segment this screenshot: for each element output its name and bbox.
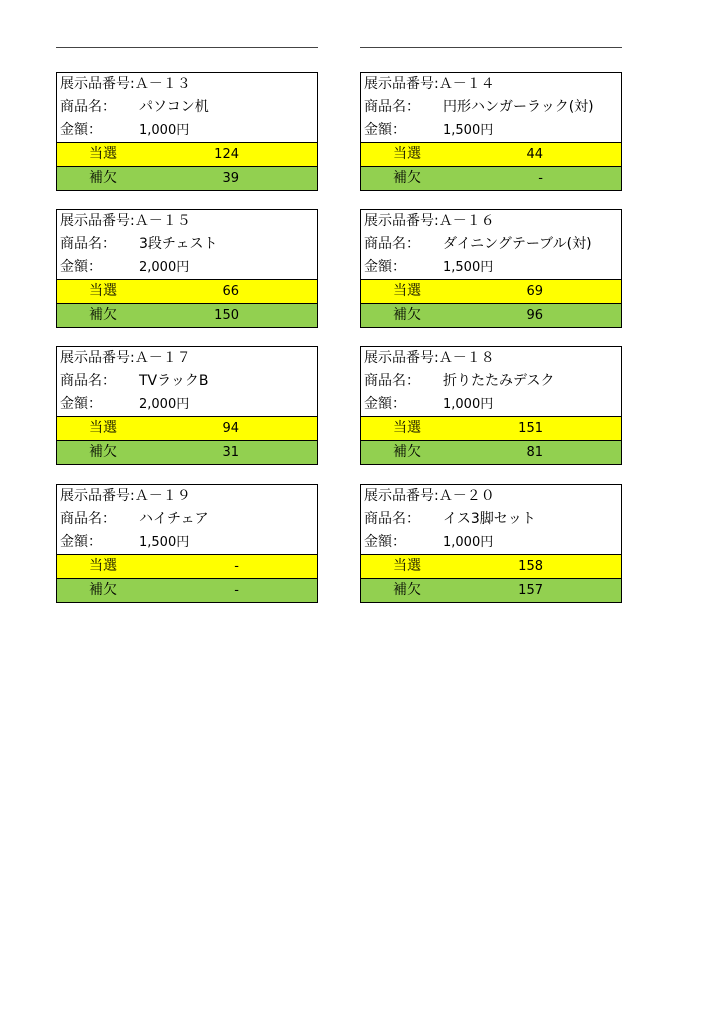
substitute-row — [57, 440, 317, 464]
right-column-rule — [360, 47, 622, 48]
item-name-row — [57, 233, 317, 256]
item-name-label: 商品名： — [364, 236, 420, 252]
item-name-row — [57, 96, 317, 119]
substitute-row — [361, 440, 621, 464]
item-name: パソコン机 — [139, 99, 209, 115]
item-price-label: 金額： — [60, 534, 102, 550]
item-name-label: 商品名： — [364, 373, 420, 389]
item-name: ダイニングテーブル(対) — [443, 236, 592, 252]
item-price-row — [361, 393, 621, 416]
substitute-label: 補欠 — [89, 582, 117, 598]
item-name-label: 商品名： — [364, 511, 420, 527]
substitute-row — [57, 166, 317, 190]
winner-label: 当選 — [393, 283, 421, 299]
winner-label: 当選 — [89, 146, 117, 162]
item-price-row — [361, 119, 621, 142]
substitute-count: 96 — [526, 308, 543, 323]
item-price-row — [57, 531, 317, 554]
item-number-row — [361, 485, 621, 508]
item-price-row — [361, 531, 621, 554]
item-price-label: 金額： — [364, 259, 406, 275]
item-number-row — [361, 347, 621, 370]
substitute-row — [57, 578, 317, 602]
item-price-label: 金額： — [60, 259, 102, 275]
item-price: 1,500円 — [443, 123, 494, 138]
item-name-row — [361, 233, 621, 256]
substitute-label: 補欠 — [393, 170, 421, 186]
winner-count: 69 — [526, 284, 543, 299]
item-name-label: 商品名： — [60, 99, 116, 115]
substitute-label: 補欠 — [89, 170, 117, 186]
item-number: 展示品番号:Ａ－１６ — [364, 213, 495, 229]
item-price: 1,500円 — [443, 260, 494, 275]
substitute-label: 補欠 — [393, 307, 421, 323]
substitute-row — [361, 578, 621, 602]
item-card — [56, 484, 318, 603]
item-name-row — [361, 508, 621, 531]
substitute-count: 31 — [222, 445, 239, 460]
winner-label: 当選 — [393, 146, 421, 162]
item-card — [56, 72, 318, 191]
item-name-row — [361, 96, 621, 119]
item-number-row — [57, 347, 317, 370]
item-price: 1,500円 — [139, 535, 190, 550]
winner-row — [361, 416, 621, 440]
winner-label: 当選 — [89, 283, 117, 299]
winner-row — [361, 142, 621, 166]
winner-label: 当選 — [89, 558, 117, 574]
winner-count: 124 — [214, 147, 239, 162]
item-number: 展示品番号:Ａ－１３ — [60, 76, 191, 92]
substitute-count: 81 — [526, 445, 543, 460]
item-name: 3段チェスト — [139, 236, 218, 252]
item-price: 2,000円 — [139, 260, 190, 275]
substitute-label: 補欠 — [393, 582, 421, 598]
item-number-row — [57, 73, 317, 96]
substitute-label: 補欠 — [393, 444, 421, 460]
item-price-label: 金額： — [60, 122, 102, 138]
item-name-row — [361, 370, 621, 393]
item-number-row — [361, 73, 621, 96]
winner-count: 158 — [518, 559, 543, 574]
item-card — [360, 484, 622, 603]
winner-label: 当選 — [393, 558, 421, 574]
item-number: 展示品番号:Ａ－２０ — [364, 488, 495, 504]
item-number: 展示品番号:Ａ－１５ — [60, 213, 191, 229]
item-price: 2,000円 — [139, 397, 190, 412]
winner-count: 44 — [526, 147, 543, 162]
item-price-row — [361, 256, 621, 279]
substitute-count: - — [538, 171, 543, 186]
item-price: 1,000円 — [443, 535, 494, 550]
item-price-row — [57, 119, 317, 142]
item-number: 展示品番号:Ａ－１７ — [60, 350, 191, 366]
left-column-rule — [56, 47, 318, 48]
item-price-row — [57, 256, 317, 279]
item-name-row — [57, 508, 317, 531]
item-price-row — [57, 393, 317, 416]
item-price-label: 金額： — [364, 534, 406, 550]
item-card — [360, 346, 622, 465]
item-name-label: 商品名： — [60, 373, 116, 389]
winner-row — [57, 279, 317, 303]
substitute-label: 補欠 — [89, 307, 117, 323]
item-price-label: 金額： — [60, 396, 102, 412]
winner-row — [361, 554, 621, 578]
item-number-row — [361, 210, 621, 233]
item-name-label: 商品名： — [60, 511, 116, 527]
item-price: 1,000円 — [443, 397, 494, 412]
substitute-count: - — [234, 583, 239, 598]
item-name-row — [57, 370, 317, 393]
item-number: 展示品番号:Ａ－１８ — [364, 350, 495, 366]
item-price: 1,000円 — [139, 123, 190, 138]
item-name: ハイチェア — [139, 511, 209, 527]
item-price-label: 金額： — [364, 122, 406, 138]
item-number: 展示品番号:Ａ－１４ — [364, 76, 495, 92]
substitute-row — [361, 166, 621, 190]
item-card — [360, 72, 622, 191]
winner-row — [57, 554, 317, 578]
winner-count: 66 — [222, 284, 239, 299]
item-name: TVラックB — [139, 373, 209, 389]
item-card — [360, 209, 622, 328]
item-name-label: 商品名： — [364, 99, 420, 115]
winner-row — [57, 416, 317, 440]
substitute-label: 補欠 — [89, 444, 117, 460]
substitute-count: 39 — [222, 171, 239, 186]
substitute-row — [361, 303, 621, 327]
winner-label: 当選 — [89, 420, 117, 436]
item-name: 折りたたみデスク — [443, 373, 555, 389]
winner-count: - — [234, 559, 239, 574]
winner-count: 94 — [222, 421, 239, 436]
item-card — [56, 209, 318, 328]
winner-row — [361, 279, 621, 303]
item-name: 円形ハンガーラック(対) — [443, 99, 594, 115]
item-name-label: 商品名： — [60, 236, 116, 252]
substitute-count: 157 — [518, 583, 543, 598]
winner-row — [57, 142, 317, 166]
winner-label: 当選 — [393, 420, 421, 436]
item-name: イス3脚セット — [443, 511, 536, 527]
item-price-label: 金額： — [364, 396, 406, 412]
substitute-row — [57, 303, 317, 327]
item-card — [56, 346, 318, 465]
item-number: 展示品番号:Ａ－１９ — [60, 488, 191, 504]
winner-count: 151 — [518, 421, 543, 436]
substitute-count: 150 — [214, 308, 239, 323]
item-number-row — [57, 210, 317, 233]
item-number-row — [57, 485, 317, 508]
